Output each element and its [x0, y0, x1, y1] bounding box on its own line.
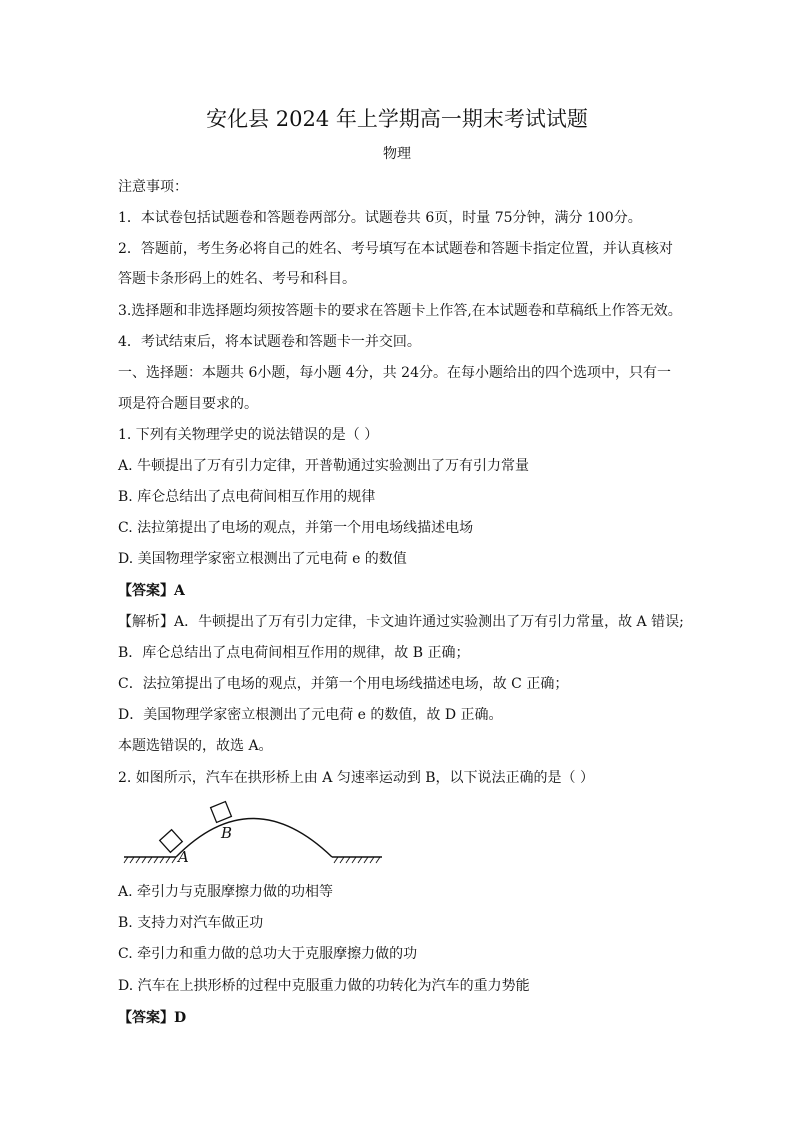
q2-option-c: C. 牵引力和重力做的总功大于克服摩擦力做的功 — [118, 946, 418, 962]
q1-option-c: C. 法拉第提出了电场的观点，并第一个用电场线描述电场 — [118, 520, 474, 536]
car-block-b — [211, 802, 232, 823]
label-b: B — [221, 824, 233, 842]
q2-answer: 【答案】D — [118, 1010, 187, 1026]
q1-stem: 1. 下列有关物理学史的说法错误的是（ ） — [118, 427, 379, 443]
note-1: 1．本试卷包括试题卷和答题卷两部分。试题卷共 6页，时量 75分钟，满分 100分。 — [118, 210, 642, 226]
note-3: 3.选择题和非选择题均须按答题卡的要求在答题卡上作答,在本试题卷和草稿纸上作答无效。 — [118, 303, 682, 319]
q2-option-b: B. 支持力对汽车做正功 — [118, 915, 264, 931]
q1-option-b: B. 库仑总结出了点电荷间相互作用的规律 — [118, 489, 376, 505]
q1-analysis-b: B．库仑总结出了点电荷间相互作用的规律，故 B 正确； — [118, 645, 470, 661]
q1-analysis-d: D．美国物理学家密立根测出了元电荷 e 的数值，故 D 正确。 — [118, 707, 503, 723]
left-ground-hatch — [124, 857, 176, 863]
note-4: 4．考试结束后，将本试题卷和答题卡一并交回。 — [118, 334, 421, 350]
q2-option-a: A. 牵引力与克服摩擦力做的功相等 — [118, 884, 334, 900]
q2-stem: 2. 如图所示，汽车在拱形桥上由 A 匀速率运动到 B，以下说法正确的是（ ） — [118, 770, 595, 786]
q1-conclusion: 本题选错误的，故选 A。 — [118, 738, 273, 754]
note-2: 2．答题前，考生务必将自己的姓名、考号填写在本试题卷和答题卡指定位置，并认真核对 — [118, 241, 673, 257]
notes-heading: 注意事项： — [118, 179, 188, 195]
section-heading-cont: 项是符合题目要求的。 — [118, 396, 258, 412]
exam-subject: 物理 — [383, 146, 411, 162]
exam-title: 安化县 2024 年上学期高一期末考试试题 — [206, 107, 588, 131]
label-a: A — [178, 848, 189, 866]
q1-answer: 【答案】A — [118, 583, 185, 599]
arch-bridge-curve — [176, 819, 332, 858]
section-heading: 一、选择题：本题共 6小题，每小题 4分，共 24分。在每小题给出的四个选项中，只有一 — [118, 365, 671, 381]
q1-option-a: A. 牛顿提出了万有引力定律，开普勒通过实验测出了万有引力常量 — [118, 458, 530, 474]
q1-option-d: D. 美国物理学家密立根测出了元电荷 e 的数值 — [118, 551, 407, 567]
q1-analysis-a: 【解析】A．牛顿提出了万有引力定律，卡文迪许通过实验测出了万有引力常量，故 A 错误; — [118, 614, 684, 630]
q2-option-d: D. 汽车在上拱形桥的过程中克服重力做的功转化为汽车的重力势能 — [118, 978, 530, 994]
q1-analysis-c: C．法拉第提出了电场的观点，并第一个用电场线描述电场，故 C 正确； — [118, 676, 569, 692]
arch-bridge-figure — [120, 800, 390, 872]
note-2-cont: 答题卡条形码上的姓名、考号和科目。 — [118, 271, 356, 287]
right-ground-hatch — [334, 857, 380, 863]
